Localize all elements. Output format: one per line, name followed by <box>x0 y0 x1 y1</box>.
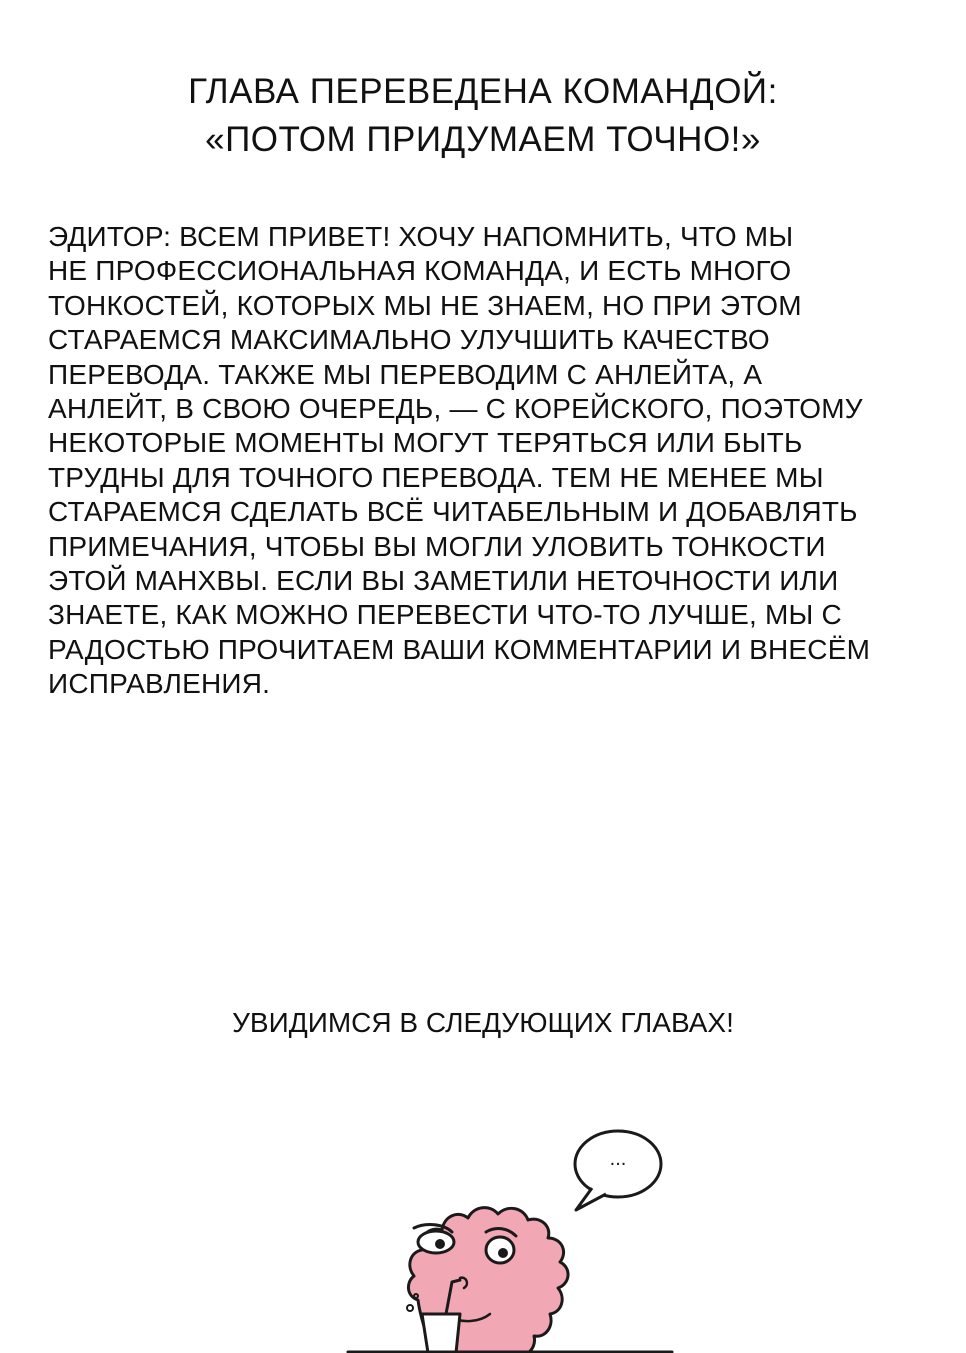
editor-note-line: ЭТОЙ МАНХВЫ. ЕСЛИ ВЫ ЗАМЕТИЛИ НЕТОЧНОСТИ ИЛИ <box>48 565 839 597</box>
bubble-dot <box>407 1305 413 1311</box>
editor-note-line: АНЛЕЙТ, В СВОЮ ОЧЕРЕДЬ, — С КОРЕЙСКОГО, ПОЭТОМУ <box>48 393 863 425</box>
speech-bubble <box>575 1131 661 1210</box>
editor-note-line: ЭДИТОР: ВСЕМ ПРИВЕТ! ХОЧУ НАПОМНИТЬ, ЧТО МЫ <box>48 221 794 252</box>
editor-note-line: ТРУДНЫ ДЛЯ ТОЧНОГО ПЕРЕВОДА. ТЕМ НЕ МЕНЕЕ МЫ <box>48 461 824 493</box>
editor-note-line: СТАРАЕМСЯ СДЕЛАТЬ ВСЁ ЧИТАБЕЛЬНЫМ И ДОБАВЛЯТЬ <box>48 496 858 528</box>
chapter-title-line-2: «ПОТОМ ПРИДУМАЕМ ТОЧНО!» <box>205 120 761 159</box>
farewell-message: УВИДИМСЯ В СЛЕДУЮЩИХ ГЛАВАХ! <box>232 1007 734 1038</box>
mascot-illustration <box>340 1120 680 1353</box>
editor-note-line: РАДОСТЬЮ ПРОЧИТАЕМ ВАШИ КОММЕНТАРИИ И ВНЕСЁМ <box>48 633 871 665</box>
editor-note-line: ЗНАЕТЕ, КАК МОЖНО ПЕРЕВЕСТИ ЧТО-ТО ЛУЧШЕ, МЫ С <box>48 599 842 631</box>
editor-note-line: ПРИМЕЧАНИЯ, ЧТОБЫ ВЫ МОГЛИ УЛОВИТЬ ТОНКОСТИ <box>48 530 826 562</box>
editor-note-line: ПЕРЕВОДА. ТАКЖЕ МЫ ПЕРЕВОДИМ С АНЛЕЙТА, А <box>48 358 763 390</box>
chapter-title <box>0 68 966 164</box>
speech-bubble-text: ... <box>609 1148 627 1170</box>
editor-note-line: ИСПРАВЛЕНИЯ. <box>48 668 271 700</box>
chapter-title-line-1: ГЛАВА ПЕРЕВЕДЕНА КОМАНДОЙ: <box>188 72 778 111</box>
editor-note <box>48 220 928 702</box>
editor-note-line: СТАРАЕМСЯ МАКСИМАЛЬНО УЛУЧШИТЬ КАЧЕСТВО <box>48 324 770 356</box>
editor-note-line: НЕ ПРОФЕССИОНАЛЬНАЯ КОМАНДА, И ЕСТЬ МНОГО <box>48 255 792 287</box>
editor-note-line: НЕКОТОРЫЕ МОМЕНТЫ МОГУТ ТЕРЯТЬСЯ ИЛИ БЫТЬ <box>48 427 803 459</box>
editor-note-line: ТОНКОСТЕЙ, КОТОРЫХ МЫ НЕ ЗНАЕМ, НО ПРИ ЭТОМ <box>48 289 802 321</box>
